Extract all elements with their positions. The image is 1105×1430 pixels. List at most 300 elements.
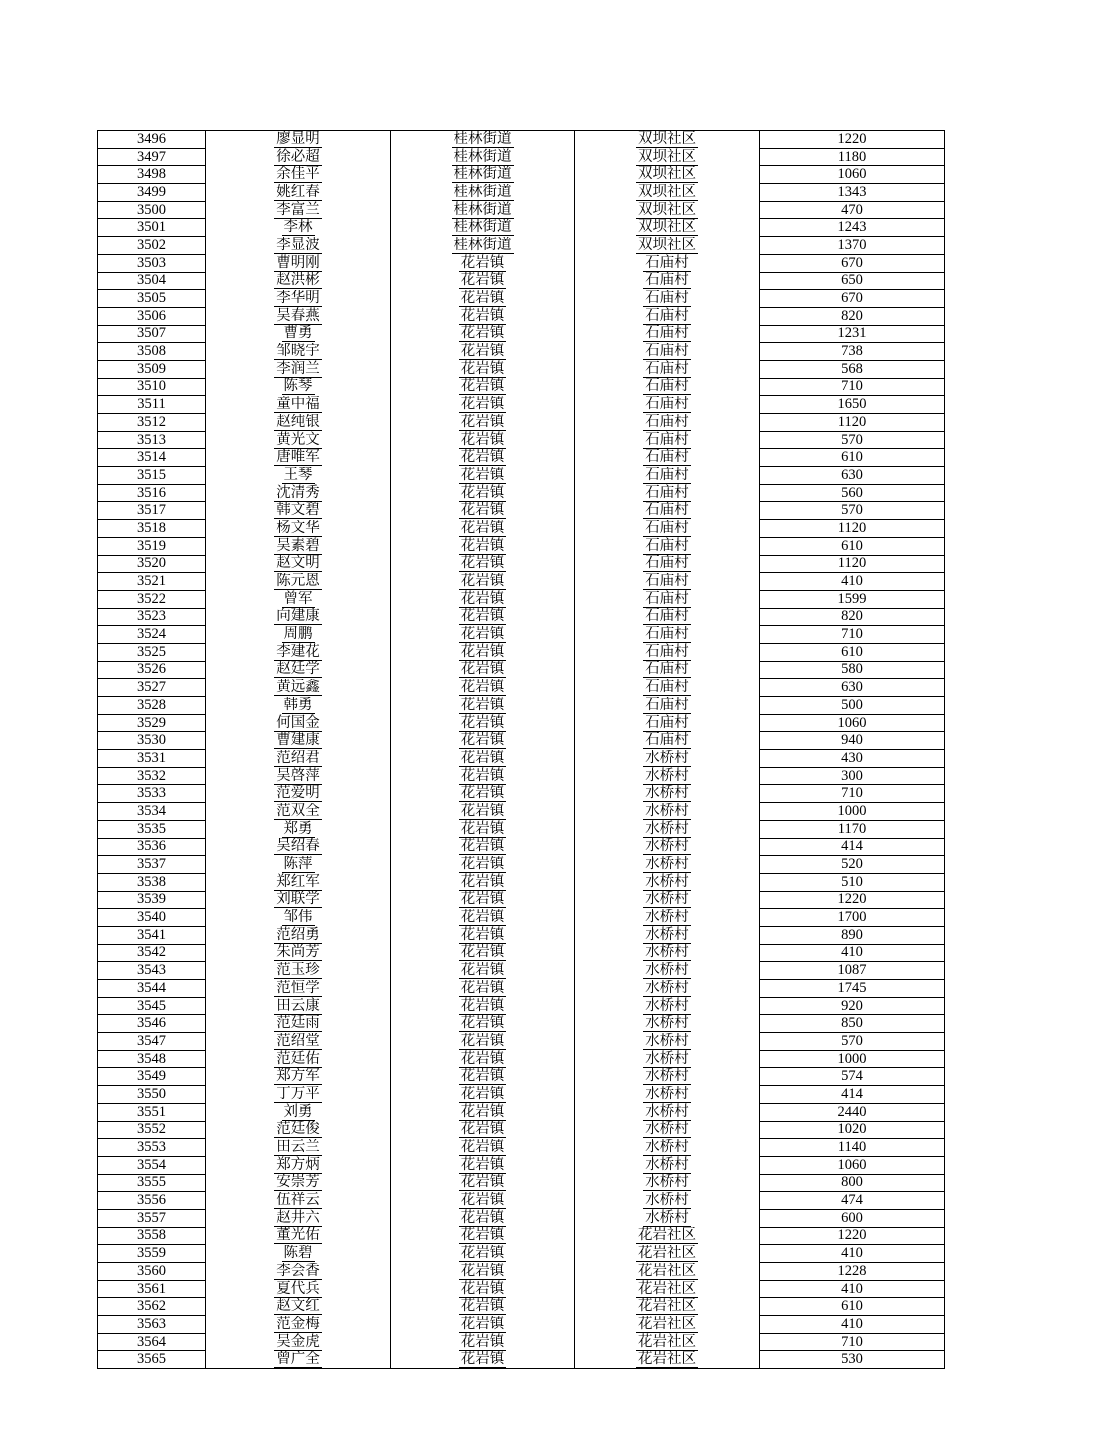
town-cell [391,166,575,184]
row-number-cell: 3544 [98,980,206,998]
row-number-cell: 3528 [98,697,206,715]
village-text: 水桥村 [645,1156,689,1173]
village-cell [575,219,760,237]
row-number-cell: 3534 [98,803,206,821]
name-cell [206,661,391,679]
row-number-cell: 3561 [98,1280,206,1298]
village-text: 石庙村 [645,396,689,413]
name-text: 黄远鑫 [276,679,320,696]
row-number-cell: 3526 [98,661,206,679]
table-row [98,1209,945,1227]
row-number-cell: 3540 [98,909,206,927]
name-text: 范廷雨 [276,1015,320,1032]
name-text: 陈碧 [283,1245,313,1262]
amount-cell: 650 [760,272,945,290]
village-cell [575,1351,760,1369]
name-cell [206,325,391,343]
town-text: 花岩镇 [460,431,505,448]
name-text: 吴春燕 [276,307,320,324]
village-cell [575,714,760,732]
town-text: 花岩镇 [460,378,505,395]
table-row [98,1050,945,1068]
village-text: 水桥村 [645,1174,689,1191]
village-cell [575,378,760,396]
name-cell [206,1139,391,1157]
village-text: 石庙村 [645,307,689,324]
row-number-cell: 3502 [98,237,206,255]
table-row [98,290,945,308]
village-cell [575,643,760,661]
village-cell [575,1050,760,1068]
table-row [98,767,945,785]
table-row [98,1298,945,1316]
village-cell [575,1209,760,1227]
town-cell [391,1351,575,1369]
amount-cell: 710 [760,626,945,644]
name-cell [206,360,391,378]
town-text: 桂林街道 [453,236,512,253]
row-number-cell: 3509 [98,360,206,378]
village-text: 水桥村 [645,891,689,908]
town-text: 花岩镇 [460,590,505,607]
village-text: 水桥村 [645,1192,689,1209]
village-cell [575,555,760,573]
name-text: 郑方炳 [276,1156,320,1173]
table-row [98,1121,945,1139]
row-number-cell: 3563 [98,1316,206,1334]
village-text: 双坝社区 [638,219,696,236]
village-text: 石庙村 [645,661,689,678]
town-cell [391,661,575,679]
amount-cell: 414 [760,838,945,856]
table-row [98,502,945,520]
town-cell [391,1227,575,1245]
name-text: 董光佑 [276,1227,320,1244]
amount-cell: 1120 [760,555,945,573]
town-cell [391,962,575,980]
village-cell [575,343,760,361]
town-cell [391,1033,575,1051]
village-cell [575,997,760,1015]
town-cell [391,360,575,378]
village-cell [575,484,760,502]
amount-cell: 1000 [760,1050,945,1068]
village-text: 花岩社区 [638,1315,696,1332]
row-number-cell: 3527 [98,679,206,697]
town-cell [391,484,575,502]
table-row [98,856,945,874]
village-cell [575,520,760,538]
table-row [98,1033,945,1051]
town-text: 花岩镇 [460,1139,505,1156]
village-cell [575,148,760,166]
name-text: 吴啓萍 [276,767,320,784]
village-text: 石庙村 [645,449,689,466]
town-text: 花岩镇 [460,1050,505,1067]
name-text: 邹伟 [283,909,313,926]
village-text: 水桥村 [645,926,689,943]
village-text: 水桥村 [645,1068,689,1085]
row-number-cell: 3552 [98,1121,206,1139]
name-cell [206,1086,391,1104]
table-row [98,1192,945,1210]
name-text: 范玉珍 [276,962,320,979]
table-row [98,449,945,467]
village-text: 石庙村 [645,714,689,731]
table-row [98,555,945,573]
amount-cell: 530 [760,1351,945,1369]
village-cell [575,697,760,715]
village-text: 双坝社区 [638,166,696,183]
name-cell [206,697,391,715]
town-text: 花岩镇 [460,1121,505,1138]
town-text: 花岩镇 [460,608,505,625]
village-text: 石庙村 [645,466,689,483]
name-text: 李华明 [276,290,320,307]
town-cell [391,643,575,661]
table-row [98,714,945,732]
village-cell [575,1280,760,1298]
village-text: 石庙村 [645,555,689,572]
row-number-cell: 3549 [98,1068,206,1086]
town-cell [391,1263,575,1281]
village-text: 双坝社区 [638,148,696,165]
name-text: 廖显明 [276,131,320,148]
amount-cell: 1220 [760,131,945,149]
name-text: 赵文红 [276,1298,320,1315]
village-cell [575,1227,760,1245]
name-text: 丁万平 [276,1085,320,1102]
name-text: 朱尚芳 [276,944,320,961]
name-cell [206,909,391,927]
village-cell [575,166,760,184]
name-text: 陈萍 [283,856,313,873]
town-cell [391,1333,575,1351]
town-text: 花岩镇 [460,732,505,749]
name-cell [206,290,391,308]
name-cell [206,856,391,874]
name-text: 吴素碧 [276,537,320,554]
row-number-cell: 3518 [98,520,206,538]
name-text: 范金梅 [276,1315,320,1332]
name-text: 邹晓宇 [276,343,320,360]
town-cell [391,856,575,874]
row-number-cell: 3499 [98,184,206,202]
village-cell [575,360,760,378]
village-text: 水桥村 [645,944,689,961]
name-text: 赵洪彬 [276,272,320,289]
name-cell [206,643,391,661]
amount-cell: 710 [760,785,945,803]
name-text: 范绍君 [276,749,320,766]
village-text: 花岩社区 [638,1245,696,1262]
amount-cell: 738 [760,343,945,361]
town-text: 花岩镇 [460,997,505,1014]
table-row [98,325,945,343]
amount-cell: 710 [760,1333,945,1351]
village-cell [575,785,760,803]
village-text: 水桥村 [645,1103,689,1120]
village-text: 石庙村 [645,626,689,643]
village-text: 石庙村 [645,502,689,519]
name-cell [206,1174,391,1192]
row-number-cell: 3531 [98,750,206,768]
amount-cell: 410 [760,1245,945,1263]
name-cell [206,997,391,1015]
town-text: 花岩镇 [460,1209,505,1226]
village-cell [575,414,760,432]
name-text: 童中福 [276,396,320,413]
name-cell [206,1245,391,1263]
name-text: 安崇芳 [276,1174,320,1191]
town-cell [391,449,575,467]
row-number-cell: 3496 [98,131,206,149]
name-text: 韩勇 [283,696,313,713]
village-text: 水桥村 [645,1139,689,1156]
town-text: 花岩镇 [460,573,505,590]
town-cell [391,714,575,732]
village-cell [575,1033,760,1051]
village-text: 花岩社区 [638,1351,696,1368]
amount-cell: 1220 [760,1227,945,1245]
name-text: 姚红春 [276,183,320,200]
town-cell [391,750,575,768]
village-cell [575,1333,760,1351]
table-row [98,980,945,998]
town-text: 花岩镇 [460,272,505,289]
village-text: 石庙村 [645,272,689,289]
village-cell [575,467,760,485]
row-number-cell: 3516 [98,484,206,502]
village-cell [575,1068,760,1086]
name-cell [206,431,391,449]
village-text: 石庙村 [645,608,689,625]
town-cell [391,590,575,608]
town-text: 花岩镇 [460,696,505,713]
town-cell [391,431,575,449]
row-number-cell: 3556 [98,1192,206,1210]
name-cell [206,131,391,149]
row-number-cell: 3511 [98,396,206,414]
row-number-cell: 3500 [98,201,206,219]
name-cell [206,1316,391,1334]
row-number-cell: 3497 [98,148,206,166]
town-text: 花岩镇 [460,891,505,908]
amount-cell: 1120 [760,520,945,538]
town-text: 花岩镇 [460,1015,505,1032]
name-cell [206,1333,391,1351]
row-number-cell: 3507 [98,325,206,343]
name-cell [206,1280,391,1298]
row-number-cell: 3562 [98,1298,206,1316]
village-cell [575,750,760,768]
name-cell [206,166,391,184]
village-cell [575,873,760,891]
row-number-cell: 3546 [98,1015,206,1033]
row-number-cell: 3524 [98,626,206,644]
name-cell [206,926,391,944]
town-text: 花岩镇 [460,679,505,696]
name-cell [206,307,391,325]
town-text: 花岩镇 [460,1315,505,1332]
amount-cell: 1650 [760,396,945,414]
table-row [98,1103,945,1121]
village-cell [575,396,760,414]
name-cell [206,254,391,272]
town-text: 花岩镇 [460,1245,505,1262]
name-cell [206,237,391,255]
town-cell [391,1103,575,1121]
table-row [98,820,945,838]
table-row [98,838,945,856]
table-row [98,272,945,290]
name-text: 赵纯银 [276,413,320,430]
town-cell [391,184,575,202]
village-cell [575,1192,760,1210]
village-text: 双坝社区 [638,201,696,218]
table-row [98,1245,945,1263]
amount-cell: 1000 [760,803,945,821]
town-cell [391,131,575,149]
name-text: 沈清秀 [276,484,320,501]
town-text: 花岩镇 [460,802,505,819]
village-cell [575,732,760,750]
table-row [98,1263,945,1281]
row-number-cell: 3521 [98,573,206,591]
name-text: 刘联学 [276,891,320,908]
name-text: 曹勇 [283,325,313,342]
town-cell [391,325,575,343]
table-row [98,803,945,821]
amount-cell: 1060 [760,166,945,184]
name-cell [206,1033,391,1051]
table-row [98,166,945,184]
town-cell [391,1280,575,1298]
town-text: 桂林街道 [453,219,512,236]
name-cell [206,1351,391,1369]
town-text: 花岩镇 [460,466,505,483]
town-cell [391,767,575,785]
table-row [98,697,945,715]
amount-cell: 560 [760,484,945,502]
table-row [98,484,945,502]
amount-cell: 610 [760,449,945,467]
town-text: 花岩镇 [460,944,505,961]
village-text: 水桥村 [645,785,689,802]
name-cell [206,1298,391,1316]
row-number-cell: 3554 [98,1156,206,1174]
town-text: 花岩镇 [460,626,505,643]
row-number-cell: 3506 [98,307,206,325]
village-text: 花岩社区 [638,1333,696,1350]
amount-cell: 430 [760,750,945,768]
town-cell [391,1015,575,1033]
town-text: 花岩镇 [460,838,505,855]
name-text: 韩文碧 [276,502,320,519]
town-cell [391,1174,575,1192]
table-row [98,254,945,272]
name-text: 王琴 [283,466,313,483]
amount-cell: 1599 [760,590,945,608]
table-row [98,219,945,237]
table-row [98,1333,945,1351]
name-cell [206,944,391,962]
name-cell [206,449,391,467]
town-text: 花岩镇 [460,502,505,519]
table-row [98,1139,945,1157]
town-cell [391,926,575,944]
village-cell [575,1086,760,1104]
amount-cell: 570 [760,502,945,520]
village-text: 石庙村 [645,343,689,360]
town-cell [391,537,575,555]
amount-cell: 610 [760,1298,945,1316]
town-cell [391,1121,575,1139]
town-text: 花岩镇 [460,785,505,802]
row-number-cell: 3535 [98,820,206,838]
name-text: 范双全 [276,802,320,819]
table-row [98,431,945,449]
table-row [98,926,945,944]
data-table [97,130,945,1369]
village-text: 双坝社区 [638,183,696,200]
amount-cell: 470 [760,201,945,219]
amount-cell: 940 [760,732,945,750]
amount-cell: 610 [760,643,945,661]
name-text: 陈元恩 [276,573,320,590]
name-text: 田云兰 [276,1139,320,1156]
name-cell [206,414,391,432]
town-text: 花岩镇 [460,537,505,554]
town-text: 花岩镇 [460,856,505,873]
name-text: 曹建康 [276,732,320,749]
town-cell [391,307,575,325]
amount-cell: 410 [760,573,945,591]
village-text: 花岩社区 [638,1298,696,1315]
village-cell [575,502,760,520]
amount-cell: 1231 [760,325,945,343]
row-number-cell: 3525 [98,643,206,661]
village-cell [575,626,760,644]
row-number-cell: 3504 [98,272,206,290]
name-cell [206,820,391,838]
town-cell [391,1209,575,1227]
table-row [98,643,945,661]
amount-cell: 574 [760,1068,945,1086]
name-cell [206,537,391,555]
town-text: 花岩镇 [460,1192,505,1209]
village-cell [575,767,760,785]
row-number-cell: 3560 [98,1263,206,1281]
village-cell [575,431,760,449]
name-text: 向建康 [276,608,320,625]
amount-cell: 820 [760,307,945,325]
village-cell [575,909,760,927]
row-number-cell: 3519 [98,537,206,555]
town-cell [391,237,575,255]
town-cell [391,502,575,520]
name-text: 范廷俊 [276,1121,320,1138]
row-number-cell: 3517 [98,502,206,520]
town-cell [391,219,575,237]
row-number-cell: 3520 [98,555,206,573]
town-cell [391,626,575,644]
name-cell [206,484,391,502]
town-text: 花岩镇 [460,962,505,979]
amount-cell: 800 [760,1174,945,1192]
name-cell [206,1209,391,1227]
town-cell [391,697,575,715]
